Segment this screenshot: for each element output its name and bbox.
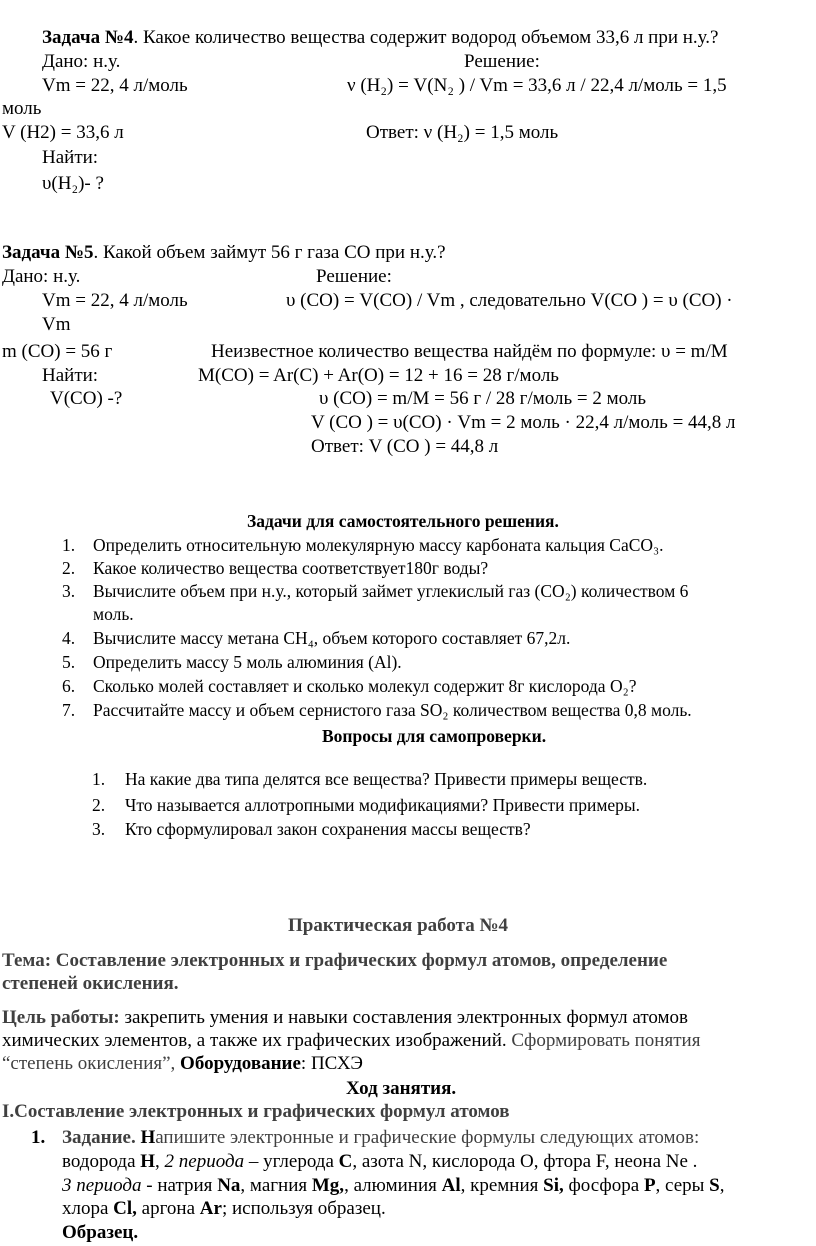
- task5-find: Найти:: [42, 365, 99, 386]
- text: водорода: [62, 1151, 141, 1172]
- selfcheck-item-num: 3.: [92, 819, 106, 839]
- section-heading: I.Составление электронных и графических формул атомов: [2, 1101, 510, 1122]
- text: аргона: [136, 1198, 200, 1219]
- text: , серы: [655, 1175, 710, 1196]
- task4-unknown: υ(H₂)- ?: [42, 173, 104, 194]
- task4-volume: V (H2) = 33,6 л: [2, 122, 124, 143]
- independent-item: Определить относительную молекулярную массу карбоната кальция CaCO₃.: [93, 535, 664, 555]
- element-h: H: [140, 1151, 156, 1172]
- text: , азота N, кислорода О, фтора F, неона Ne .: [352, 1151, 698, 1172]
- text: , магния: [240, 1175, 312, 1196]
- equipment-value: : ПСХЭ: [300, 1053, 363, 1074]
- task4-title-bold: Задача №4: [42, 27, 134, 48]
- element-mg: Mg,: [311, 1175, 345, 1196]
- goal-text-3a: “степень окисления”,: [2, 1053, 181, 1074]
- task-line3: [62, 1175, 725, 1197]
- text: , алюминия: [344, 1175, 442, 1196]
- goal-text-2a: химических элементов, а также их графических изображений.: [2, 1030, 512, 1051]
- independent-heading: Задачи для самостоятельного решения.: [247, 511, 559, 531]
- task5-formula1-cont: Vm: [42, 314, 71, 335]
- element-p: P: [643, 1175, 656, 1196]
- goal-label: Цель работы:: [2, 1007, 120, 1028]
- task5-title-bold: Задача №5: [2, 242, 94, 263]
- task5-mass: m (CO) = 56 г: [2, 341, 113, 362]
- practical-goal-line1: [2, 1007, 688, 1029]
- text: фосфора: [563, 1175, 644, 1196]
- element-si: Si,: [543, 1175, 564, 1196]
- task5-answer: Ответ: V (CO ) = 44,8 л: [311, 436, 499, 457]
- text: хлора: [62, 1198, 114, 1219]
- task4-formula: ν (H₂) = V(N₂ ) / Vm = 33,6 л / 22,4 л/моль = 1,5: [347, 75, 727, 96]
- task5-calc2: V (CO ) = υ(CO) · Vm = 2 моль · 22,4 л/моль = 44,8 л: [311, 412, 736, 433]
- element-c: C: [338, 1151, 353, 1172]
- task5-given: Дано: н.у.: [2, 266, 81, 287]
- practical-title: Практическая работа №4: [288, 915, 509, 936]
- text: - натрия: [141, 1175, 218, 1196]
- selfcheck-item: Кто сформулировал закон сохранения массы веществ?: [125, 819, 531, 839]
- independent-item: Какое количество вещества соответствует180г воды?: [93, 558, 489, 578]
- independent-item-num: 3.: [62, 581, 76, 601]
- equipment-label: Оборудование: [180, 1053, 301, 1074]
- practical-topic-line1: Тема: Составление электронных и графических формул атомов, определение: [2, 950, 668, 971]
- element-s: S: [709, 1175, 720, 1196]
- period-3: 3 периода: [62, 1175, 142, 1196]
- task-text: апишите электронные и графические формулы следующих атомов:: [155, 1127, 700, 1148]
- task-line1: [62, 1127, 699, 1149]
- element-cl: Cl,: [113, 1198, 137, 1219]
- selfcheck-item: На какие два типа делятся все вещества? Привести примеры веществ.: [125, 769, 648, 789]
- task5-solution-label: Решение:: [316, 266, 392, 287]
- element-al: Al: [441, 1175, 461, 1196]
- task-line2: [62, 1151, 697, 1173]
- task-label: Задание.: [62, 1127, 136, 1148]
- goal-text: закрепить умения и навыки составления электронных формул атомов: [119, 1007, 689, 1028]
- independent-item-num: 1.: [62, 535, 76, 555]
- task5-molar: M(CO) = Ar(C) + Ar(O) = 12 + 16 = 28 г/моль: [198, 365, 559, 386]
- element-na: Na: [217, 1175, 241, 1196]
- task5-formula1: υ (CO) = V(CO) / Vm , следовательно V(CO ) = υ (CO) ·: [286, 290, 733, 311]
- task4-given: Дано: н.у.: [42, 51, 121, 72]
- independent-item: Определить массу 5 моль алюминия (Al).: [93, 652, 402, 672]
- practical-goal-line3: [2, 1053, 363, 1075]
- text: ,: [719, 1175, 725, 1196]
- independent-item-num: 5.: [62, 652, 76, 672]
- task4-title: [42, 27, 718, 49]
- task5-unknown-amount: Неизвестное количество вещества найдём по формуле: υ = m/M: [211, 341, 728, 362]
- sample-label: Образец.: [62, 1222, 139, 1243]
- independent-item-num: 6.: [62, 676, 76, 696]
- selfcheck-item: Что называется аллотропными модификациями? Привести примеры.: [125, 795, 641, 815]
- course-heading: Ход занятия.: [346, 1078, 457, 1099]
- task5-vm: Vm = 22, 4 л/моль: [42, 290, 188, 311]
- text: ; используя образец.: [221, 1198, 386, 1219]
- independent-item: Сколько молей составляет и сколько молекул содержит 8г кислорода O₂?: [93, 676, 637, 696]
- task-first-letter: Н: [135, 1127, 156, 1148]
- task4-answer: Ответ: ν (H₂) = 1,5 моль: [366, 122, 559, 143]
- independent-item-num: 4.: [62, 628, 76, 648]
- practical-goal-line2: [2, 1030, 700, 1052]
- period-2: 2 периода: [164, 1151, 245, 1172]
- independent-item: Вычислите массу метана CH₄, объем которого составляет 67,2л.: [93, 628, 571, 648]
- independent-item-num: 7.: [62, 700, 76, 720]
- independent-item: Вычислите объем при н.у., который займет углекислый газ (CO₂) количеством 6: [93, 581, 689, 601]
- element-ar: Ar: [199, 1198, 222, 1219]
- selfcheck-item-num: 2.: [92, 795, 106, 815]
- selfcheck-item-num: 1.: [92, 769, 106, 789]
- selfcheck-heading: Вопросы для самопроверки.: [322, 726, 547, 746]
- task4-find: Найти:: [42, 147, 99, 168]
- task4-solution-label: Решение:: [464, 51, 540, 72]
- task4-vm: Vm = 22, 4 л/моль: [42, 75, 188, 96]
- task4-formula-cont: моль: [2, 98, 42, 119]
- task5-title: [2, 242, 446, 264]
- task4-title-text: . Какое количество вещества содержит водород объемом 33,6 л при н.у.?: [133, 27, 719, 48]
- task-line4: [62, 1198, 386, 1220]
- independent-item: Рассчитайте массу и объем сернистого газа SO₂ количеством вещества 0,8 моль.: [93, 700, 692, 720]
- task5-calc1: υ (CO) = m/M = 56 г / 28 г/моль = 2 моль: [319, 388, 647, 409]
- practical-topic-line2: степеней окисления.: [2, 973, 179, 994]
- task5-title-text: . Какой объем займут 56 г газа СО при н.у.?: [93, 242, 446, 263]
- independent-item-num: 2.: [62, 558, 76, 578]
- task-num: 1.: [31, 1127, 46, 1148]
- text: – углерода: [244, 1151, 339, 1172]
- text: , кремния: [460, 1175, 544, 1196]
- text: ,: [155, 1151, 165, 1172]
- goal-text-2b: Сформировать понятия: [511, 1030, 701, 1051]
- task5-unknown: V(CO) -?: [50, 388, 123, 409]
- independent-item-cont: моль.: [93, 604, 134, 624]
